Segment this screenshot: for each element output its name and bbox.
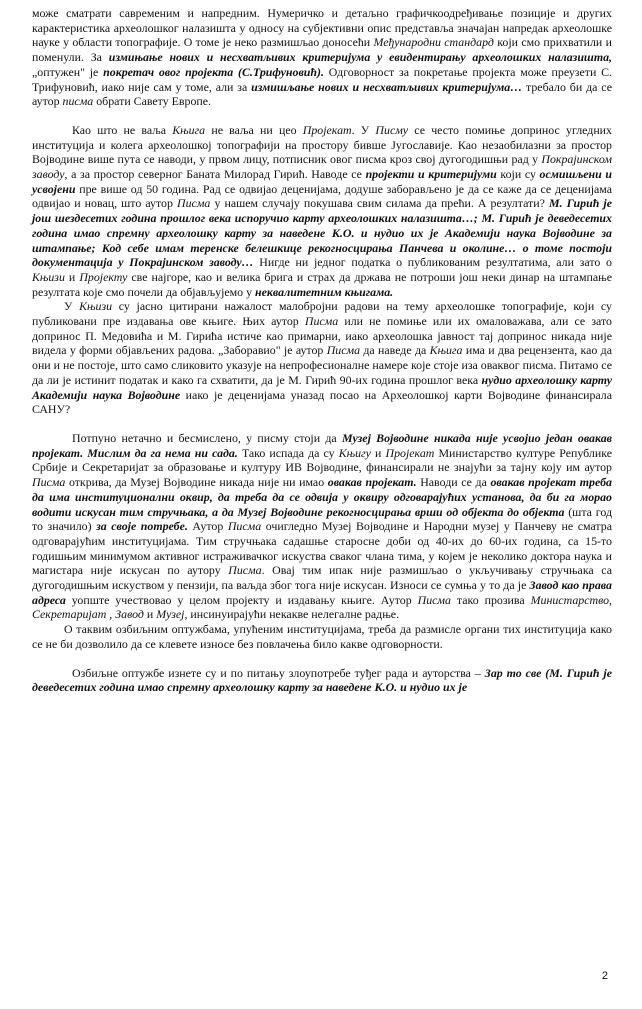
text-run: Књига [172, 122, 206, 137]
text-run: и [370, 445, 386, 460]
text-run: Тако испада да су [237, 445, 339, 460]
text-run: осмишљени и усвојени [32, 167, 612, 196]
text-run: Писма [417, 592, 451, 607]
text-run: Министарство културе Републике Србије и Секретаријат за образовање и културу ИВ Војводине, финансирали не знајући за тајну коју им аутор [32, 445, 612, 475]
text-run: Писма [32, 475, 66, 490]
text-run: може сматрати савременим и напредним. Нумеричко и детаљно графичкоодређивање позиције и других карактеристика археолошког налазишта у односу на субјективни опис представља значајан напредак археолошке науке у области топографије. О томе је неко размишљао доносећи [32, 6, 612, 50]
paragraph-p2 [32, 123, 612, 299]
text-run: Писма [304, 314, 339, 329]
paragraph-p5 [32, 622, 612, 651]
text-run: и [64, 269, 80, 284]
document-page [32, 6, 612, 695]
text-run: Писма [227, 519, 262, 534]
text-run: Музеј [156, 607, 185, 622]
text-run: су јасно цитирани нажалост малобројни радови на тему археолошке топографије, који су публиковани пре издавања ове књиге. Њих аутор [32, 299, 612, 329]
text-run: Књигу [338, 445, 371, 460]
text-run: Међународни стандард [373, 35, 494, 50]
text-run: Одговорност за покретање пројекта може преузети С. Трифуновић, иако није сам у томе, али за [32, 64, 612, 94]
text-run: који смо прихватили и поменули. За [32, 35, 612, 65]
text-run: М. Гирић је још шездесетих година прошлог века испоручио карту археолошких налазишта…; М. Гирић је деведесетих година имао спремну археолошку карту за наведене К.О. и нудио их је Академији наука Војводине за штампање; Код себе имам теренске белешкице рекогносцирања Панчева и околине… о томе постоји документација у Покрајинском заводу… [32, 196, 613, 270]
text-run: се често помиње допринос угледних институција и колега археолошкој топографији на простору бивше Југославије. Као незаобилазни за простор Војводине више пута се наводи, у првом лицу, потписник овог писма кроз свој дугогодишњи рад у [32, 122, 612, 167]
text-run: који су [496, 167, 540, 182]
text-run: Озбиљне оптужбе изнете су и по питању злоупотребе туђег рада и ауторства – [72, 665, 485, 680]
text-run: Писму [375, 122, 409, 137]
text-run: Пројекту [79, 269, 128, 284]
text-run: Нигде ни једног податка о публикованим резултатима, али зато о [253, 255, 612, 270]
paragraph-gap [32, 109, 612, 123]
text-run: Књизи [79, 299, 113, 314]
paragraph-gap [32, 652, 612, 666]
text-run: , а за простор северног Баната Милорад Гирић. Наводе се [64, 167, 366, 182]
text-run: Пројекат [302, 122, 352, 137]
text-run: за своје потребе. [96, 519, 188, 534]
text-run: обрати Савету Европе. [93, 94, 212, 109]
text-run: О таквим озбиљним оптужбама, упућеним институцијама, треба да размисле органи тих институција како се не би дозволило да се клевете износе без повлачења било какве одговорности. [32, 622, 612, 651]
text-run: пројекти и критеријуми [365, 167, 497, 182]
text-run: неквалитетним књигама. [255, 284, 394, 299]
text-run: има и два рецензента, као да они и не постоје, што само сликовито указује на непрофесионалне намере које стоје иза оваквог писма. Питамо се да ли је истинит податак и како га схватити, да је М. Гирић 90-их година прошлог века [32, 343, 612, 387]
text-run: требало би да се аутор [32, 79, 612, 109]
paragraph-p4 [32, 431, 612, 622]
text-run: не ваља ни цео [205, 122, 303, 137]
paragraph-p1 [32, 6, 612, 109]
text-run: Пројекат [385, 445, 435, 460]
text-run: да наведе да [360, 343, 430, 358]
text-run: Покрајинском заводу [32, 152, 612, 182]
text-run: овакав пројекат треба да има институционални оквир, да треба да се одвија у оквиру одговарајућих установа, да би га морао водити искусан тим стручњака, а да Музеј Војводине рекогносцирања врши од објекта до објекта [32, 475, 612, 519]
text-run: Писма [326, 343, 361, 358]
text-run: „оптужен" је [32, 64, 104, 79]
text-run: Потпуно нетачно и бесмислено, у писму стоји да [72, 430, 342, 445]
text-run: или не помиње или их омаловажава, али се зато допринос П. Медовића и М. Гирића истиче као примарни, иако археолошка јавност тај допринос никада није видела у форми објављених радова. „Заборавио" је аутор [32, 314, 612, 358]
text-run: Као што не ваља [72, 122, 173, 137]
text-run: пре више од 50 година. Рад се одвијао деценијама, додуше заборављено је да се каже да се деценијама одвијао и новац, што аутор [32, 181, 612, 211]
text-run: Аутор [187, 519, 228, 534]
text-run: Књизи [32, 269, 65, 284]
text-run: Књига [429, 343, 463, 358]
paragraph-p3 [32, 299, 612, 417]
text-run: иако је деценијама уназад посао на Археолошкој карти Војводине финансирала САНУ? [32, 387, 612, 417]
paragraph-gap [32, 417, 612, 431]
text-run: овакав пројекат. [327, 475, 417, 490]
text-run: све најгоре, као и велика брига и страх да држава не потроши још неки динар на штампање резултата које смо почели да објављујемо у [32, 269, 612, 299]
text-run: (шта год то значило) [32, 504, 612, 534]
page-number: 2 [601, 970, 608, 982]
text-run: писма [62, 94, 94, 109]
text-run: тако прозива [450, 592, 531, 607]
text-run: Министарство, Секретаријат , Завод [32, 592, 612, 622]
text-run: Писма [228, 563, 262, 578]
text-run: Зар то све (М. Гирић је деведесетих година имао спремну археолошку карту за наведене К.О. и нудио их је [32, 665, 612, 695]
text-run: покретач овог пројекта (С.Трифуновић). [103, 64, 324, 79]
text-run: открива, да Музеј Војводине никада није ни имао [65, 475, 328, 490]
text-run: Музеј Војводине никада није усвојио један овакав пројекат. Мислим да га нема ни сада. [32, 430, 612, 460]
text-run: и [143, 607, 157, 622]
text-run: Наводи се да [416, 475, 491, 490]
paragraph-p6 [32, 666, 612, 695]
text-run: очигледно Музеј Војводине и Народни музеј у Панчеву не сматра одговарајућим институцијама. Тим стручњака садашње старосне доби од 40-их до 60-их година, са 15-то годишњим минимумом активног истраживачког искуства сваког члана тима, у којем је неколико доктора наука и магистара није искусан по аутору [32, 519, 612, 578]
text-run: измињање нових и несхватљивих критеријума у евидентирању археолошких налазишта, [108, 50, 613, 65]
text-run: , инсинуирајући некакве нелегалне радње. [184, 607, 400, 622]
text-run: Завод као права адреса [32, 578, 612, 607]
text-run: Писма [177, 196, 211, 211]
text-run: уопште учествовао у целом пројекту и издавању књиге. Аутор [65, 592, 418, 607]
text-run: нудио археолошку карту Академији наука Војводине [32, 372, 612, 402]
text-run: . Овај тим ипак није размишљао о укључивању стручњака са дугогодишњим искуством у пензији, па ваљда због тога није искусан. Износи се сумња у то да је [32, 563, 612, 593]
text-run: . У [351, 122, 376, 137]
text-run: у нашем случају покушава свим силама да прећи. А резултати? [210, 196, 549, 211]
text-run: измишљање нових и несхватљивих критеријума… [251, 79, 523, 94]
text-run: У [64, 299, 80, 314]
